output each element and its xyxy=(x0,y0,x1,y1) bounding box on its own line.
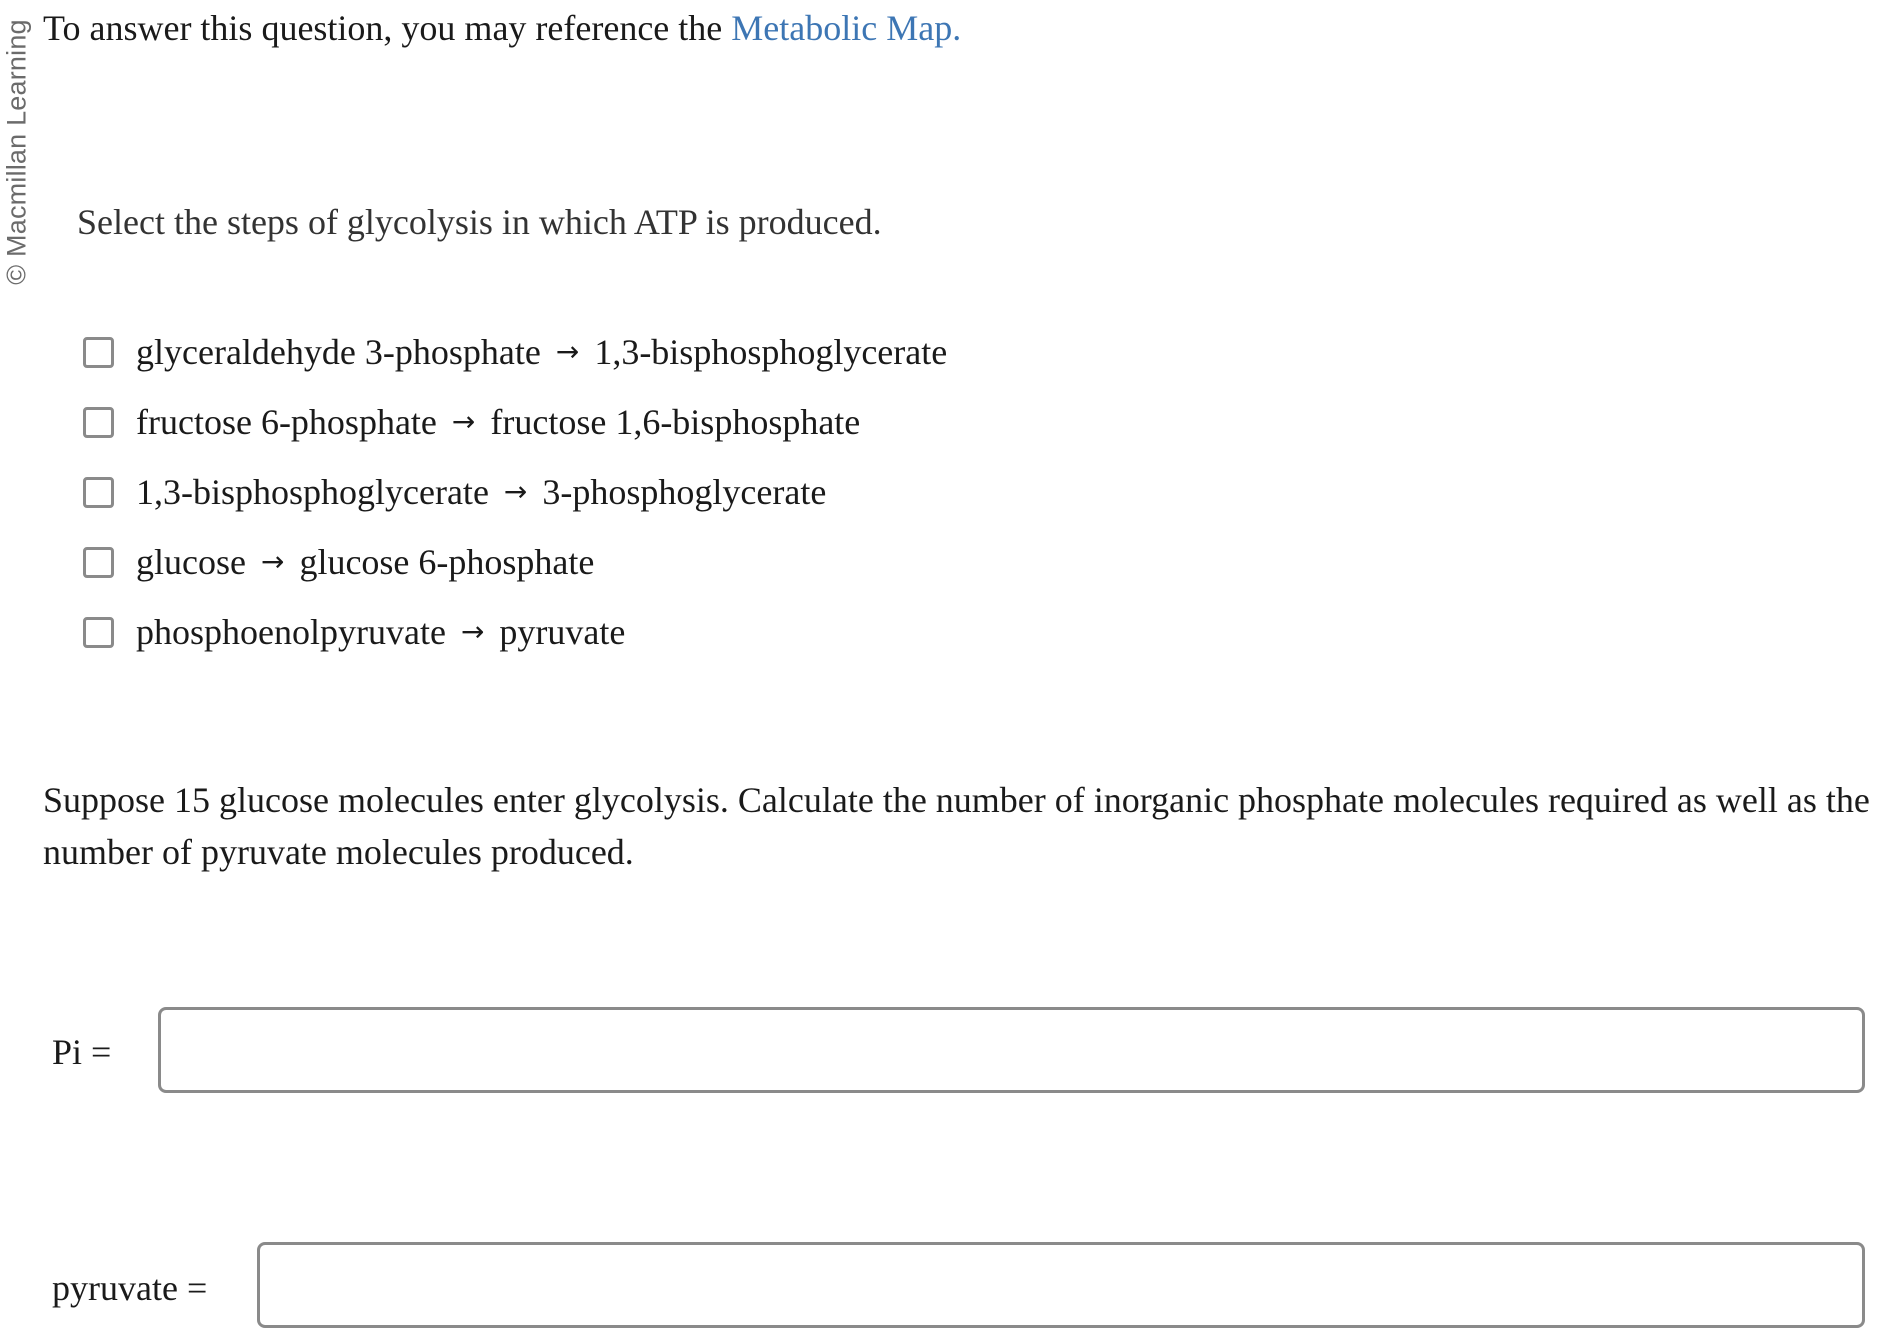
pi-answer-input[interactable] xyxy=(158,1007,1865,1093)
metabolic-map-link[interactable]: Metabolic Map. xyxy=(731,8,962,48)
option-product: glucose 6-phosphate xyxy=(299,542,595,582)
option-substrate: phosphoenolpyruvate xyxy=(136,612,446,652)
pyruvate-label: pyruvate = xyxy=(52,1268,208,1308)
option-row[interactable] xyxy=(83,457,947,527)
glycolysis-step-options xyxy=(83,317,947,667)
right-arrow-icon: → xyxy=(555,335,580,368)
option-product: 3-phosphoglycerate xyxy=(542,472,827,512)
right-arrow-icon: → xyxy=(460,615,485,648)
right-arrow-icon: → xyxy=(260,545,285,578)
right-arrow-icon: → xyxy=(503,475,528,508)
option-checkbox[interactable] xyxy=(83,337,114,368)
option-product: pyruvate xyxy=(499,612,626,652)
pi-label: Pi = xyxy=(52,1032,112,1072)
option-row[interactable] xyxy=(83,527,947,597)
option-checkbox[interactable] xyxy=(83,407,114,438)
option-checkbox[interactable] xyxy=(83,547,114,578)
option-substrate: 1,3-bisphosphoglycerate xyxy=(136,472,489,512)
option-row[interactable] xyxy=(83,317,947,387)
option-substrate: glucose xyxy=(136,542,246,582)
option-label[interactable] xyxy=(136,400,860,444)
copyright-watermark: © Macmillan Learning xyxy=(1,19,32,285)
question1-prompt: Select the steps of glycolysis in which ATP is produced. xyxy=(77,202,882,242)
option-substrate: fructose 6-phosphate xyxy=(136,402,437,442)
right-arrow-icon: → xyxy=(451,405,476,438)
intro-sentence: To answer this question, you may reference the xyxy=(43,8,723,48)
option-row[interactable] xyxy=(83,387,947,457)
option-substrate: glyceraldehyde 3-phosphate xyxy=(136,332,541,372)
option-product: fructose 1,6-bisphosphate xyxy=(490,402,861,442)
option-label[interactable] xyxy=(136,610,625,654)
option-label[interactable] xyxy=(136,470,826,514)
intro-text xyxy=(43,6,961,50)
option-row[interactable] xyxy=(83,597,947,667)
option-label[interactable] xyxy=(136,540,594,584)
option-label[interactable] xyxy=(136,330,947,374)
option-checkbox[interactable] xyxy=(83,617,114,648)
option-product: 1,3-bisphosphoglycerate xyxy=(594,332,948,372)
option-checkbox[interactable] xyxy=(83,477,114,508)
question2-prompt: Suppose 15 glucose molecules enter glycolysis. Calculate the number of inorganic phosphate molecules required as well as the number of pyruvate molecules produced. xyxy=(43,780,1870,872)
pyruvate-answer-input[interactable] xyxy=(257,1242,1865,1328)
